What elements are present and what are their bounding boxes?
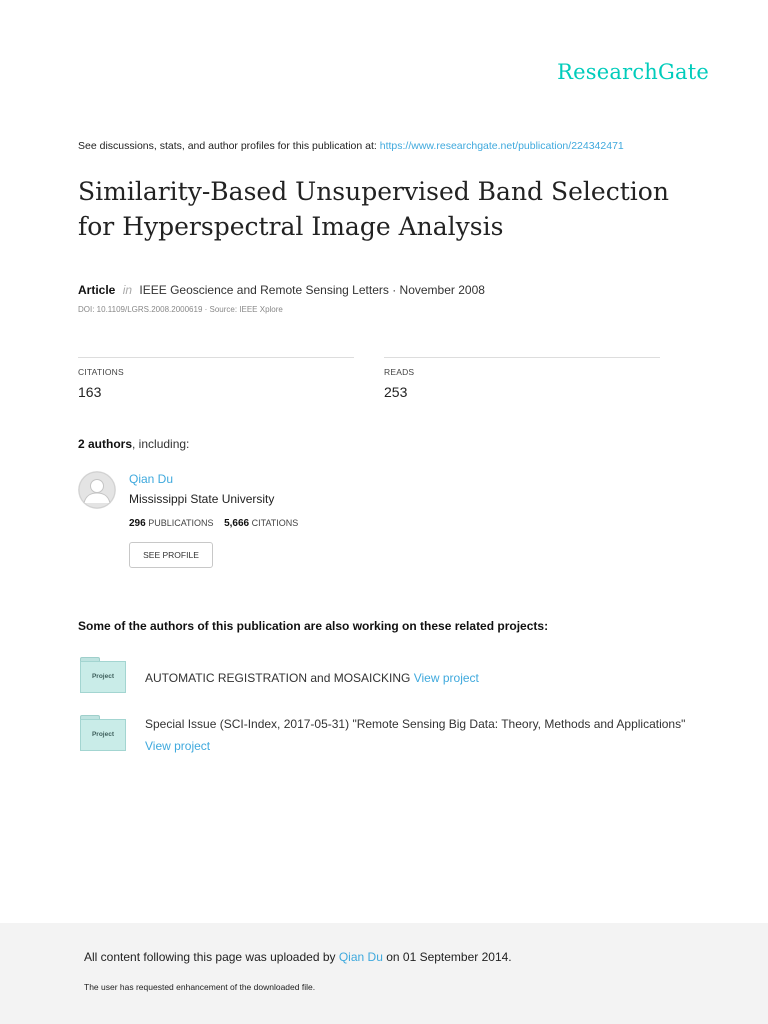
author-publications-count: 296 [129,518,146,529]
project-folder-label: Project [80,661,126,693]
author-name-link[interactable]: Qian Du [129,472,174,486]
doi-source: DOI: 10.1109/LGRS.2008.2000619 · Source: IEEE Xplore [78,305,283,314]
project-item [145,667,479,689]
author-avatar-icon[interactable] [78,471,116,509]
title-line-1: Similarity-Based Unsupervised Band Selection [78,177,669,206]
in-label: in [122,283,133,297]
related-projects-heading: Some of the authors of this publication are also working on these related projects: [78,619,549,633]
see-profile-button[interactable]: SEE PROFILE [129,542,213,568]
project-item [145,713,685,757]
citations-value: 163 [78,384,102,400]
author-stats [129,518,298,529]
project-title: AUTOMATIC REGISTRATION and MOSAICKING [145,671,411,685]
journal-and-date[interactable]: IEEE Geoscience and Remote Sensing Letters · November 2008 [139,283,485,297]
authors-suffix: , including: [132,437,190,451]
reads-stat [384,357,660,400]
author-institution: Mississippi State University [129,492,275,506]
publication-meta [78,283,485,297]
author-publications-label: PUBLICATIONS [148,518,214,528]
citations-stat [78,357,354,400]
reads-value: 253 [384,384,408,400]
project-folder-label: Project [80,719,126,751]
discussion-notice [78,140,624,152]
enhancement-note: The user has requested enhancement of the downloaded file. [84,982,316,992]
publication-type: Article [78,283,116,297]
author-citations-label: CITATIONS [251,518,299,528]
researchgate-logo[interactable]: ResearchGate [557,60,709,84]
title-line-2: for Hyperspectral Image Analysis [78,212,504,241]
project-folder-icon[interactable] [80,715,126,751]
citations-label: CITATIONS [78,367,124,377]
discussion-text: See discussions, stats, and author profiles for this publication at: [78,140,380,152]
upload-footer [0,923,768,1024]
reads-label: READS [384,367,415,377]
uploader-link[interactable]: Qian Du [338,950,383,964]
view-project-link[interactable]: View project [145,739,211,753]
view-project-link[interactable]: View project [413,671,479,685]
authors-count: 2 authors [78,437,133,451]
uploaded-prefix: All content following this page was uploaded by [84,950,339,964]
project-folder-icon[interactable] [80,657,126,693]
uploaded-suffix: on 01 September 2014. [382,950,512,964]
person-silhouette-icon [78,471,116,509]
publication-title [78,174,718,244]
uploaded-notice [84,950,512,964]
author-citations-count: 5,666 [224,518,250,529]
project-title: Special Issue (SCI-Index, 2017-05-31) "Remote Sensing Big Data: Theory, Methods and Applications" [145,717,686,731]
authors-heading [78,437,189,451]
publication-url-link[interactable]: https://www.researchgate.net/publication/224342471 [379,140,624,152]
